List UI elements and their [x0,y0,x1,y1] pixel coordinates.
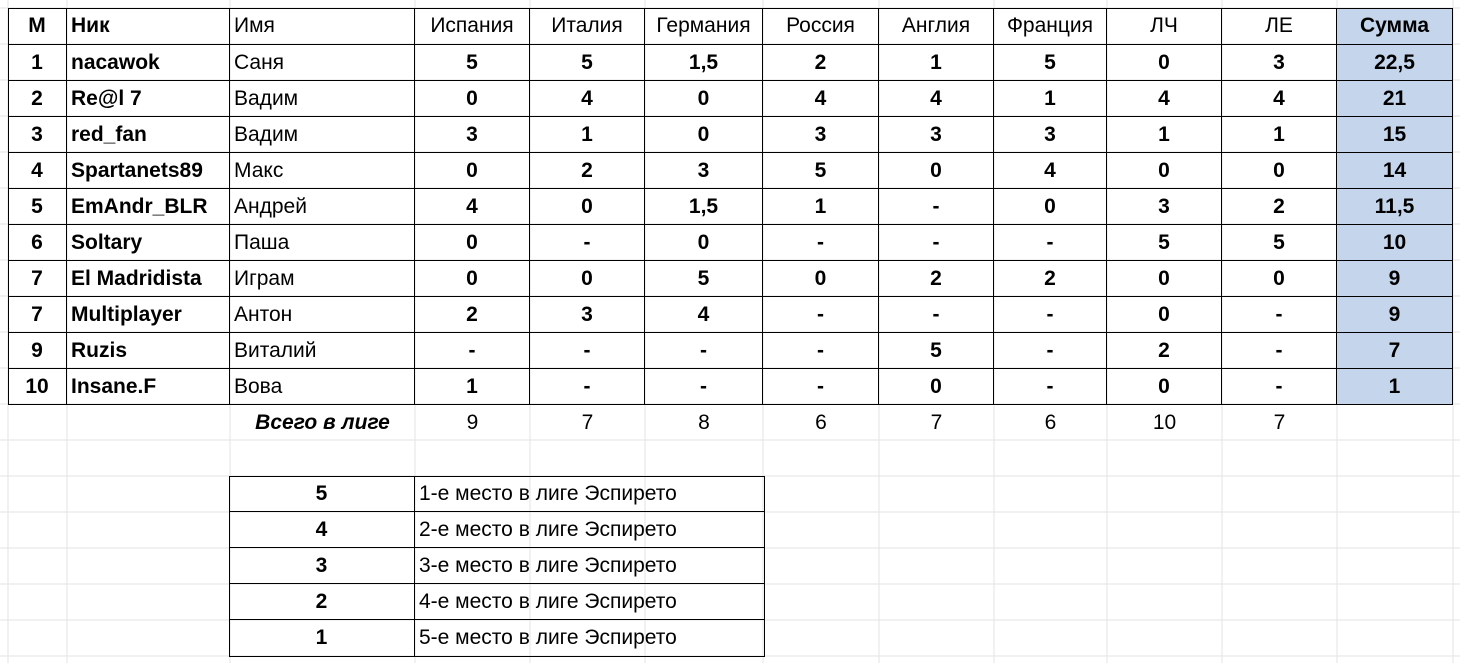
cell-col-france[interactable]: - [994,225,1107,261]
cell-col-england[interactable]: - [879,189,994,225]
cell-col-germany[interactable]: 4 [645,297,763,333]
cell-col-sum[interactable]: 7 [1337,333,1453,369]
cell-col-italy[interactable]: 5 [530,45,645,81]
total-col-cl[interactable]: 10 [1152,411,1177,434]
cell-col-germany[interactable]: 0 [645,225,763,261]
total-col-russia[interactable]: 6 [815,411,827,434]
cell-col-england[interactable]: 3 [879,117,994,153]
cell-col-rank[interactable]: 7 [8,297,67,333]
cell-col-italy[interactable]: 0 [530,261,645,297]
cell-col-england[interactable]: 0 [879,369,994,405]
cell-col-france[interactable]: - [994,369,1107,405]
cell-col-sum[interactable]: 14 [1337,153,1453,189]
legend-description[interactable]: 1-е место в лиге Эспирето [415,476,765,512]
cell-col-england[interactable]: 2 [879,261,994,297]
cell-col-nick[interactable]: Insane.F [67,369,230,405]
cell-col-germany[interactable]: 5 [645,261,763,297]
cell-col-nick[interactable]: nacawok [67,45,230,81]
total-col-el[interactable]: 7 [1273,411,1286,434]
cell-col-rank[interactable]: 7 [8,261,67,297]
cell-col-name[interactable]: Виталий [230,333,415,369]
header-col-rank[interactable]: М [8,8,67,45]
cell-col-el[interactable]: - [1222,369,1337,405]
cell-col-italy[interactable]: - [530,369,645,405]
header-col-italy[interactable]: Италия [530,8,645,45]
cell-col-italy[interactable]: 1 [530,117,645,153]
cell-col-rank[interactable]: 10 [8,369,67,405]
cell-col-russia[interactable]: 4 [763,81,879,117]
cell-col-england[interactable]: - [879,225,994,261]
cell-col-spain[interactable]: 5 [415,45,530,81]
total-col-france[interactable]: 6 [1044,411,1057,434]
cell-col-germany[interactable]: 0 [645,81,763,117]
cell-col-cl[interactable]: 0 [1107,45,1222,81]
cell-col-nick[interactable]: El Madridista [67,261,230,297]
cell-col-nick[interactable]: Spartanets89 [67,153,230,189]
cell-col-cl[interactable]: 2 [1107,333,1222,369]
legend-description[interactable]: 4-е место в лиге Эспирето [415,584,765,620]
cell-col-name[interactable]: Вадим [230,117,415,153]
cell-col-france[interactable]: 0 [994,189,1107,225]
header-col-name[interactable]: Имя [230,8,415,45]
cell-col-spain[interactable]: 0 [415,261,530,297]
cell-col-name[interactable]: Вова [230,369,415,405]
cell-col-el[interactable]: 4 [1222,81,1337,117]
cell-col-nick[interactable]: Ruzis [67,333,230,369]
cell-col-spain[interactable]: 2 [415,297,530,333]
cell-col-england[interactable]: 0 [879,153,994,189]
legend-points[interactable]: 5 [229,476,415,512]
cell-col-spain[interactable]: 0 [415,81,530,117]
cell-col-el[interactable]: 1 [1222,117,1337,153]
cell-col-italy[interactable]: 3 [530,297,645,333]
cell-col-russia[interactable]: - [763,333,879,369]
cell-col-nick[interactable]: red_fan [67,117,230,153]
legend-description[interactable]: 5-е место в лиге Эспирето [415,620,765,657]
cell-col-germany[interactable]: - [645,333,763,369]
cell-col-nick[interactable]: Soltary [67,225,230,261]
cell-col-name[interactable]: Андрей [230,189,415,225]
total-col-england[interactable]: 7 [930,411,943,434]
cell-col-russia[interactable]: 0 [763,261,879,297]
header-col-germany[interactable]: Германия [645,8,763,45]
legend-points[interactable]: 3 [229,548,415,584]
cell-col-england[interactable]: 4 [879,81,994,117]
cell-col-el[interactable]: 0 [1222,153,1337,189]
cell-col-france[interactable]: - [994,333,1107,369]
cell-col-spain[interactable]: 0 [415,225,530,261]
cell-col-name[interactable]: Играм [230,261,415,297]
legend-points[interactable]: 4 [229,512,415,548]
cell-col-russia[interactable]: 5 [763,153,879,189]
cell-col-el[interactable]: 2 [1222,189,1337,225]
cell-col-france[interactable]: 3 [994,117,1107,153]
header-col-nick[interactable]: Ник [67,8,230,45]
cell-col-russia[interactable]: - [763,369,879,405]
cell-col-name[interactable]: Антон [230,297,415,333]
cell-col-cl[interactable]: 1 [1107,117,1222,153]
cell-col-rank[interactable]: 6 [8,225,67,261]
cell-col-rank[interactable]: 5 [8,189,67,225]
cell-col-sum[interactable]: 1 [1337,369,1453,405]
cell-col-cl[interactable]: 0 [1107,297,1222,333]
header-col-el[interactable]: ЛЕ [1222,8,1337,45]
cell-col-el[interactable]: 0 [1222,261,1337,297]
cell-col-cl[interactable]: 3 [1107,189,1222,225]
cell-col-spain[interactable]: 0 [415,153,530,189]
cell-col-sum[interactable]: 10 [1337,225,1453,261]
header-col-england[interactable]: Англия [879,8,994,45]
cell-col-russia[interactable]: 2 [763,45,879,81]
cell-col-france[interactable]: 5 [994,45,1107,81]
cell-col-italy[interactable]: 0 [530,189,645,225]
total-col-germany[interactable]: 8 [698,411,710,434]
cell-col-name[interactable]: Вадим [230,81,415,117]
cell-col-rank[interactable]: 4 [8,153,67,189]
cell-col-rank[interactable]: 9 [8,333,67,369]
cell-col-england[interactable]: - [879,297,994,333]
legend-description[interactable]: 3-е место в лиге Эспирето [415,548,765,584]
cell-col-russia[interactable]: - [763,225,879,261]
cell-col-sum[interactable]: 21 [1337,81,1453,117]
totals-label[interactable]: Всего в лиге [255,411,390,434]
cell-col-italy[interactable]: 4 [530,81,645,117]
header-col-france[interactable]: Франция [994,8,1107,45]
cell-col-germany[interactable]: 1,5 [645,45,763,81]
cell-col-germany[interactable]: 3 [645,153,763,189]
cell-col-germany[interactable]: - [645,369,763,405]
cell-col-el[interactable]: - [1222,297,1337,333]
cell-col-sum[interactable]: 11,5 [1337,189,1453,225]
header-col-russia[interactable]: Россия [763,8,879,45]
cell-col-france[interactable]: 2 [994,261,1107,297]
cell-col-france[interactable]: - [994,297,1107,333]
cell-col-nick[interactable]: Re@l 7 [67,81,230,117]
cell-col-cl[interactable]: 0 [1107,153,1222,189]
cell-col-russia[interactable]: 3 [763,117,879,153]
cell-col-cl[interactable]: 5 [1107,225,1222,261]
cell-col-russia[interactable]: - [763,297,879,333]
cell-col-name[interactable]: Паша [230,225,415,261]
cell-col-spain[interactable]: - [415,333,530,369]
cell-col-sum[interactable]: 22,5 [1337,45,1453,81]
total-col-spain[interactable]: 9 [466,411,479,434]
cell-col-spain[interactable]: 3 [415,117,530,153]
header-col-cl[interactable]: ЛЧ [1107,8,1222,45]
cell-col-russia[interactable]: 1 [763,189,879,225]
cell-col-sum[interactable]: 9 [1337,261,1453,297]
cell-col-italy[interactable]: 2 [530,153,645,189]
cell-col-name[interactable]: Макс [230,153,415,189]
cell-col-el[interactable]: - [1222,333,1337,369]
cell-col-el[interactable]: 3 [1222,45,1337,81]
cell-col-germany[interactable]: 0 [645,117,763,153]
cell-col-cl[interactable]: 0 [1107,261,1222,297]
cell-col-france[interactable]: 1 [994,81,1107,117]
legend-description[interactable]: 2-е место в лиге Эспирето [415,512,765,548]
cell-col-nick[interactable]: EmAndr_BLR [67,189,230,225]
cell-col-el[interactable]: 5 [1222,225,1337,261]
header-col-sum[interactable]: Сумма [1337,8,1453,45]
legend-points[interactable]: 2 [229,584,415,620]
cell-col-italy[interactable]: - [530,225,645,261]
cell-col-cl[interactable]: 4 [1107,81,1222,117]
cell-col-germany[interactable]: 1,5 [645,189,763,225]
legend-points[interactable]: 1 [229,620,415,657]
total-col-italy[interactable]: 7 [581,411,594,434]
cell-col-name[interactable]: Саня [230,45,415,81]
cell-col-england[interactable]: 1 [879,45,994,81]
cell-col-cl[interactable]: 0 [1107,369,1222,405]
cell-col-italy[interactable]: - [530,333,645,369]
cell-col-france[interactable]: 4 [994,153,1107,189]
cell-col-rank[interactable]: 3 [8,117,67,153]
cell-col-england[interactable]: 5 [879,333,994,369]
header-col-spain[interactable]: Испания [415,8,530,45]
cell-col-rank[interactable]: 2 [8,81,67,117]
cell-col-nick[interactable]: Multiplayer [67,297,230,333]
cell-col-spain[interactable]: 4 [415,189,530,225]
cell-col-spain[interactable]: 1 [415,369,530,405]
cell-col-sum[interactable]: 15 [1337,117,1453,153]
cell-col-rank[interactable]: 1 [8,45,67,81]
cell-col-sum[interactable]: 9 [1337,297,1453,333]
